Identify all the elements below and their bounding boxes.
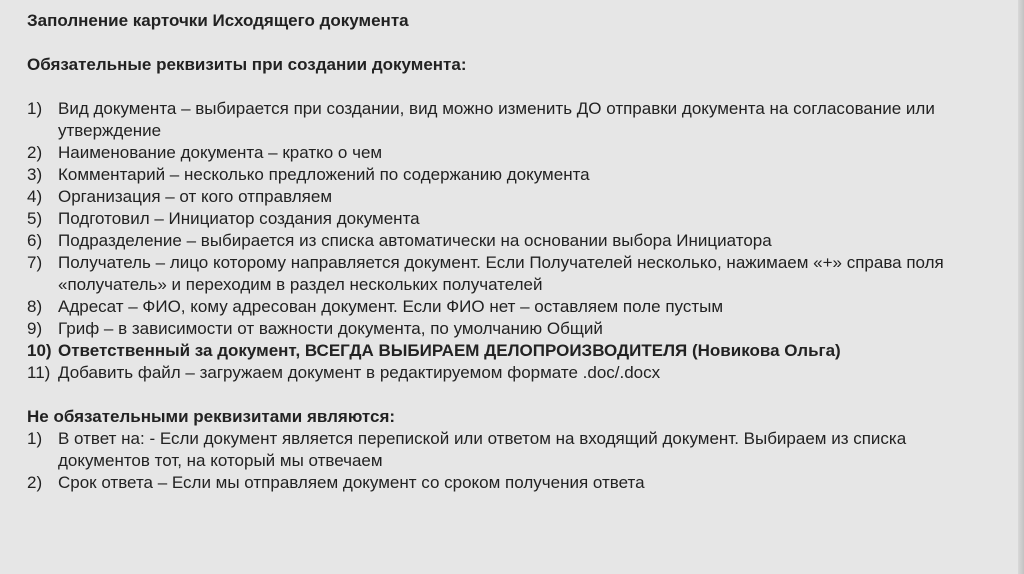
slide-title: Заполнение карточки Исходящего документа (27, 11, 409, 30)
optional-list (27, 428, 987, 494)
item-text: Организация – от кого отправляем (58, 187, 333, 206)
item-number: 1) (27, 99, 43, 118)
item-number: 2) (27, 143, 43, 162)
item-text: Получатель – лицо которому направляется документ. Если Получателей несколько, нажимаем «+» справа поля «получатель» и переходим в раздел нескольких получателей (58, 253, 944, 294)
item-number: 8) (27, 297, 43, 316)
item-text: В ответ на: - Если документ является перепиской или ответом на входящий документ. Выбираем из списка документов тот, на который мы отвечаем (58, 429, 907, 470)
item-number: 4) (27, 187, 43, 206)
optional-heading: Не обязательными реквизитами являются: (27, 407, 396, 426)
required-heading: Обязательные реквизиты при создании документа: (27, 55, 467, 74)
item-text: Вид документа – выбирается при создании, вид можно изменить ДО отправки документа на согласование или утверждение (58, 99, 935, 140)
item-text: Комментарий – несколько предложений по содержанию документа (58, 165, 590, 184)
item-number: 5) (27, 209, 43, 228)
item-text: Адресат – ФИО, кому адресован документ. Если ФИО нет – оставляем поле пустым (58, 297, 724, 316)
list-item (27, 428, 987, 472)
item-number: 11) (27, 363, 51, 382)
list-item (27, 186, 987, 208)
list-item (27, 252, 987, 296)
item-text: Подготовил – Инициатор создания документа (58, 209, 420, 228)
list-item (27, 164, 987, 186)
item-number: 3) (27, 165, 43, 184)
required-list (27, 98, 987, 384)
list-item-emphasized (27, 340, 987, 362)
list-item (27, 318, 987, 340)
slide-edge-shadow (1018, 0, 1024, 574)
item-number: 9) (27, 319, 43, 338)
item-number: 2) (27, 473, 43, 492)
list-item (27, 142, 987, 164)
list-item (27, 362, 987, 384)
list-item (27, 98, 987, 142)
item-number: 10) (27, 341, 52, 360)
list-item (27, 296, 987, 318)
item-text: Наименование документа – кратко о чем (58, 143, 383, 162)
slide-content (27, 10, 987, 494)
item-number: 1) (27, 429, 43, 448)
item-text: Ответственный за документ, ВСЕГДА ВЫБИРАЕМ ДЕЛОПРОИЗВОДИТЕЛЯ (Новикова Ольга) (58, 341, 841, 360)
item-number: 6) (27, 231, 43, 250)
list-item (27, 230, 987, 252)
list-item (27, 472, 987, 494)
item-text: Срок ответа – Если мы отправляем документ со сроком получения ответа (58, 473, 645, 492)
item-text: Гриф – в зависимости от важности документа, по умолчанию Общий (58, 319, 603, 338)
item-text: Подразделение – выбирается из списка автоматически на основании выбора Инициатора (58, 231, 772, 250)
item-number: 7) (27, 253, 43, 272)
item-text: Добавить файл – загружаем документ в редактируемом формате .doc/.docx (58, 363, 661, 382)
list-item (27, 208, 987, 230)
